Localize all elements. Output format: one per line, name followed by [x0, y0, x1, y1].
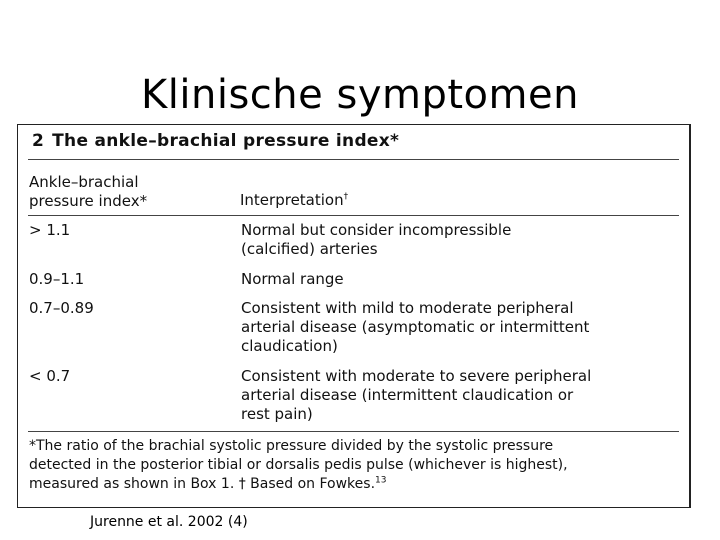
index-cell: 0.7–0.89: [29, 299, 94, 317]
footnote-line-last: [29, 475, 679, 494]
interpretation-cell: [241, 270, 681, 289]
column-header-index-line1: Ankle–brachial: [29, 173, 139, 191]
slide-citation: Jurenne et al. 2002 (4): [90, 514, 248, 530]
interpretation-line: Consistent with moderate to severe peripheral: [241, 367, 592, 385]
index-cell: 0.9–1.1: [29, 270, 85, 288]
table-top-rule: [28, 159, 679, 160]
index-cell: > 1.1: [29, 221, 71, 239]
interpretation-line: arterial disease (intermittent claudication or: [241, 386, 574, 404]
table-number: 2: [32, 131, 45, 151]
footnote-line: measured as shown in Box 1. † Based on Fowkes.: [29, 476, 376, 492]
footnote-line: *The ratio of the brachial systolic pressure divided by the systolic pressure: [29, 438, 554, 454]
interpretation-cell: [241, 367, 681, 424]
ankle-brachial-index-table: [17, 124, 691, 508]
interpretation-line: Normal range: [241, 270, 344, 288]
table-footnote: [29, 437, 679, 494]
column-header-interpretation-mark: †: [343, 192, 349, 202]
table-footnote-rule: [28, 431, 679, 432]
column-header-interpretation: [240, 191, 660, 210]
table-header-rule: [28, 215, 679, 216]
interpretation-line: rest pain): [241, 405, 313, 423]
interpretation-line: (calcified) arteries: [241, 240, 378, 258]
footnote-line: detected in the posterior tibial or dorsalis pedis pulse (whichever is highest),: [29, 457, 568, 473]
column-header-interpretation-text: Interpretation: [240, 191, 344, 209]
interpretation-line: Normal but consider incompressible: [241, 221, 512, 239]
column-header-index-line2: pressure index*: [29, 192, 148, 210]
footnote-reference: 13: [375, 475, 387, 486]
interpretation-line: claudication): [241, 337, 338, 355]
index-cell: < 0.7: [29, 367, 71, 385]
interpretation-cell: [241, 221, 681, 259]
interpretation-line: arterial disease (asymptomatic or intermittent: [241, 318, 590, 336]
table-title: [32, 131, 399, 151]
table-title-text: The ankle–brachial pressure index*: [52, 131, 400, 151]
slide-title: Klinische symptomen: [141, 72, 579, 118]
column-header-index: [29, 173, 229, 211]
interpretation-line: Consistent with mild to moderate peripheral: [241, 299, 574, 317]
interpretation-cell: [241, 299, 681, 356]
